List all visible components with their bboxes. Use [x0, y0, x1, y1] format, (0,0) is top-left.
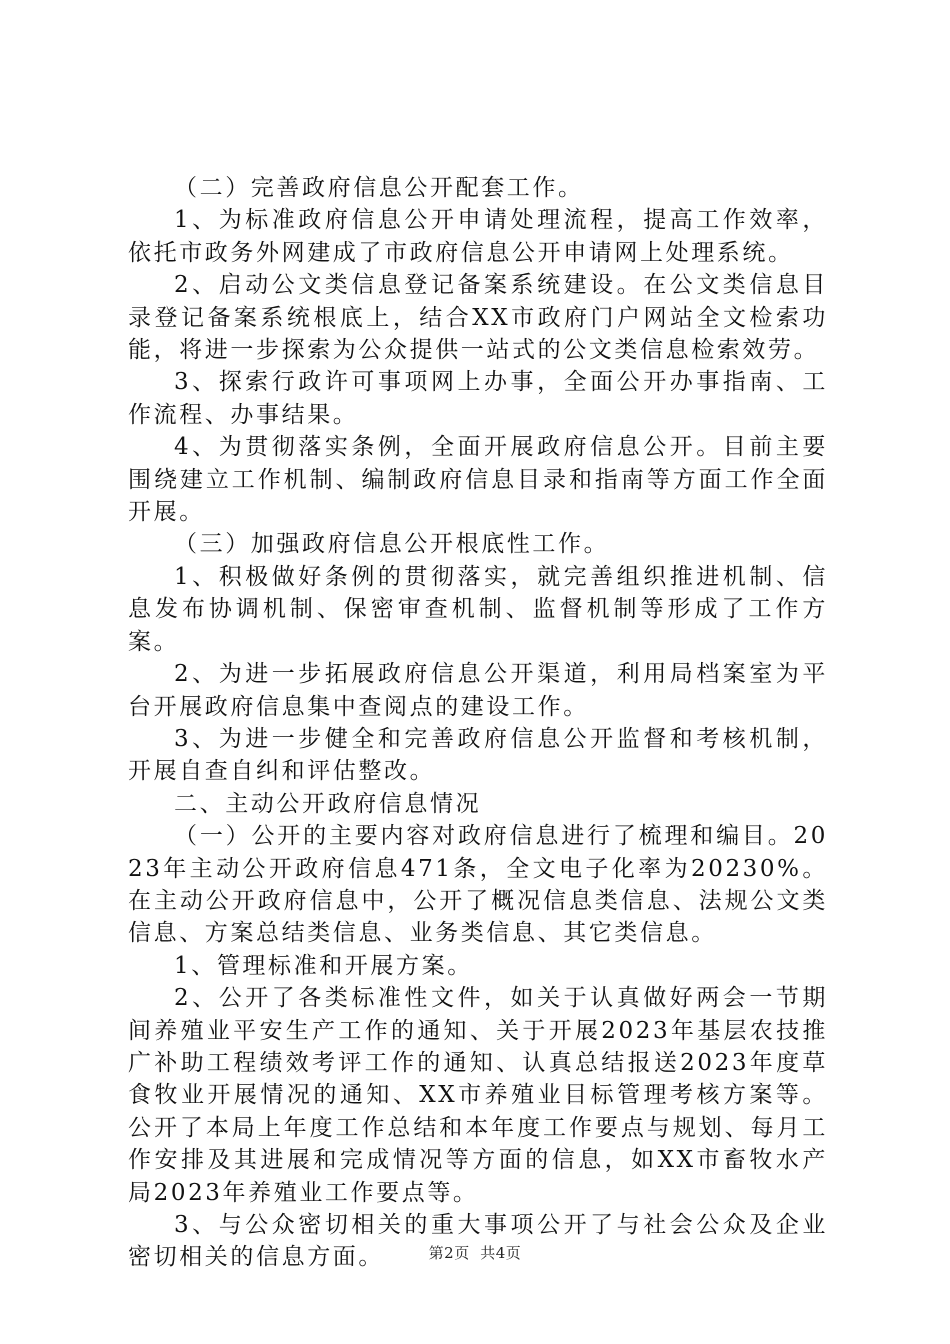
page-footer [0, 1243, 950, 1263]
paragraph: 3、为进一步健全和完善政府信息公开监督和考核机制，开展自查自纠和评估整改。 [128, 725, 828, 785]
paragraph: 2、为进一步拓展政府信息公开渠道，利用局档案室为平台开展政府信息集中查阅点的建设工作。 [128, 661, 828, 720]
page-total: 共4页 [480, 1244, 522, 1262]
paragraph: 1、积极做好条例的贯彻落实，就完善组织推进机制、信息发布协调机制、保密审查机制、监督机制等形成了工作方案。 [128, 563, 828, 655]
document-body [128, 172, 828, 1274]
page-number: 第2页 [428, 1244, 470, 1262]
paragraph: 2、启动公文类信息登记备案系统建设。在公文类信息目录登记备案系统根底上，结合XX市政府门户网站全文检索功能，将进一步探索为公众提供一站式的公文类信息检索效劳。 [128, 272, 828, 364]
chapter-heading-2: 二、主动公开政府信息情况 [174, 790, 482, 817]
paragraph: 2、公开了各类标准性文件，如关于认真做好两会一节期间养殖业平安生产工作的通知、关于开展2023年基层农技推广补助工程绩效考评工作的通知、认真总结报送2023年度草食牧业开展情况的通知、XX市养殖业目标管理考核方案等。公开了本局上年度工作总结和本年度工作要点与规划、每月工作安排及其进展和完成情况等方面的信息，如XX市畜牧水产局2023年养殖业工作要点等。 [128, 985, 828, 1206]
paragraph: 1、管理标准和开展方案。 [174, 952, 473, 979]
paragraph: 4、为贯彻落实条例，全面开展政府信息公开。目前主要围绕建立工作机制、编制政府信息目录和指南等方面工作全面开展。 [128, 434, 828, 526]
paragraph: 3、探索行政许可事项网上办事，全面公开办事指南、工作流程、办事结果。 [128, 369, 828, 428]
paragraph: 1、为标准政府信息公开申请处理流程，提高工作效率，依托市政务外网建成了市政府信息公开申请网上处理系统。 [128, 207, 828, 266]
section-heading-3: （三）加强政府信息公开根底性工作。 [174, 531, 610, 558]
paragraph: （一）公开的主要内容对政府信息进行了梳理和编目。2023年主动公开政府信息471条，全文电子化率为20230%。在主动公开政府信息中，公开了概况信息类信息、法规公文类信息、方案总结类信息、业务类信息、其它类信息。 [128, 823, 828, 947]
paragraph: 3、与公众密切相关的重大事项公开了与社会公众及企业密切相关的信息方面。 [128, 1212, 828, 1271]
section-heading-2: （二）完善政府信息公开配套工作。 [174, 175, 584, 201]
